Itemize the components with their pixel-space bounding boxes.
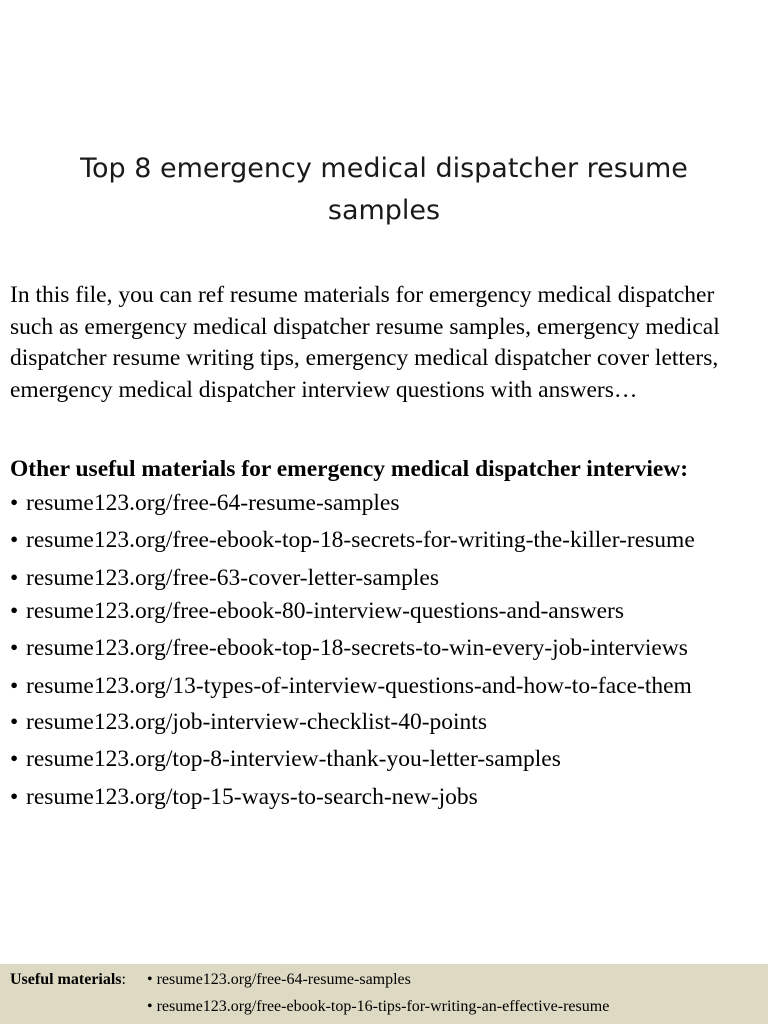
bullet: • (10, 565, 19, 591)
list-item (10, 563, 439, 593)
list-item (10, 782, 478, 812)
resource-link[interactable]: resume123.org/top-8-interview-thank-you-letter-samples (26, 746, 561, 772)
list-item (10, 744, 561, 774)
resource-link[interactable]: resume123.org/free-63-cover-letter-samples (26, 565, 439, 591)
resource-link[interactable]: resume123.org/job-interview-checklist-40-points (26, 709, 487, 735)
list-item (10, 707, 487, 737)
resource-link[interactable]: resume123.org/top-15-ways-to-search-new-jobs (26, 784, 478, 810)
bullet: • (10, 635, 19, 661)
section-heading: Other useful materials for emergency medical dispatcher interview: (10, 456, 689, 482)
bullet: • (10, 527, 19, 553)
list-item (10, 671, 692, 701)
intro-paragraph: In this file, you can ref resume materials for emergency medical dispatcher such as emergency medical dispatcher resume samples, emergency medical dispatcher resume writing tips, emergency medical dispatcher cover letters, emergency medical dispatcher interview questions with answers… (10, 282, 720, 403)
footer-link[interactable]: • resume123.org/free-ebook-top-16-tips-for-writing-an-effective-resume (147, 998, 610, 1015)
bullet: • (10, 598, 19, 624)
resource-link[interactable]: resume123.org/free-64-resume-samples (26, 490, 400, 516)
page-title: Top 8 emergency medical dispatcher resume samples (80, 153, 688, 226)
list-item (10, 633, 688, 663)
list-item (10, 488, 399, 518)
bullet: • (10, 673, 19, 699)
resource-link[interactable]: resume123.org/free-ebook-80-interview-questions-and-answers (26, 598, 624, 624)
bullet: • (10, 709, 19, 735)
bullet: • (10, 746, 19, 772)
bullet: • (10, 784, 19, 810)
footer-label: Useful materials: (10, 971, 126, 988)
list-item (10, 596, 624, 626)
bullet: • (10, 490, 19, 516)
resource-link[interactable]: resume123.org/free-ebook-top-18-secrets-to-win-every-job-interviews (26, 635, 688, 661)
footer-link[interactable]: • resume123.org/free-64-resume-samples (147, 971, 411, 988)
resource-link[interactable]: resume123.org/free-ebook-top-18-secrets-for-writing-the-killer-resume (26, 527, 695, 553)
footer-bar (0, 964, 768, 1024)
resource-link[interactable]: resume123.org/13-types-of-interview-questions-and-how-to-face-them (26, 673, 692, 699)
list-item (10, 525, 695, 555)
